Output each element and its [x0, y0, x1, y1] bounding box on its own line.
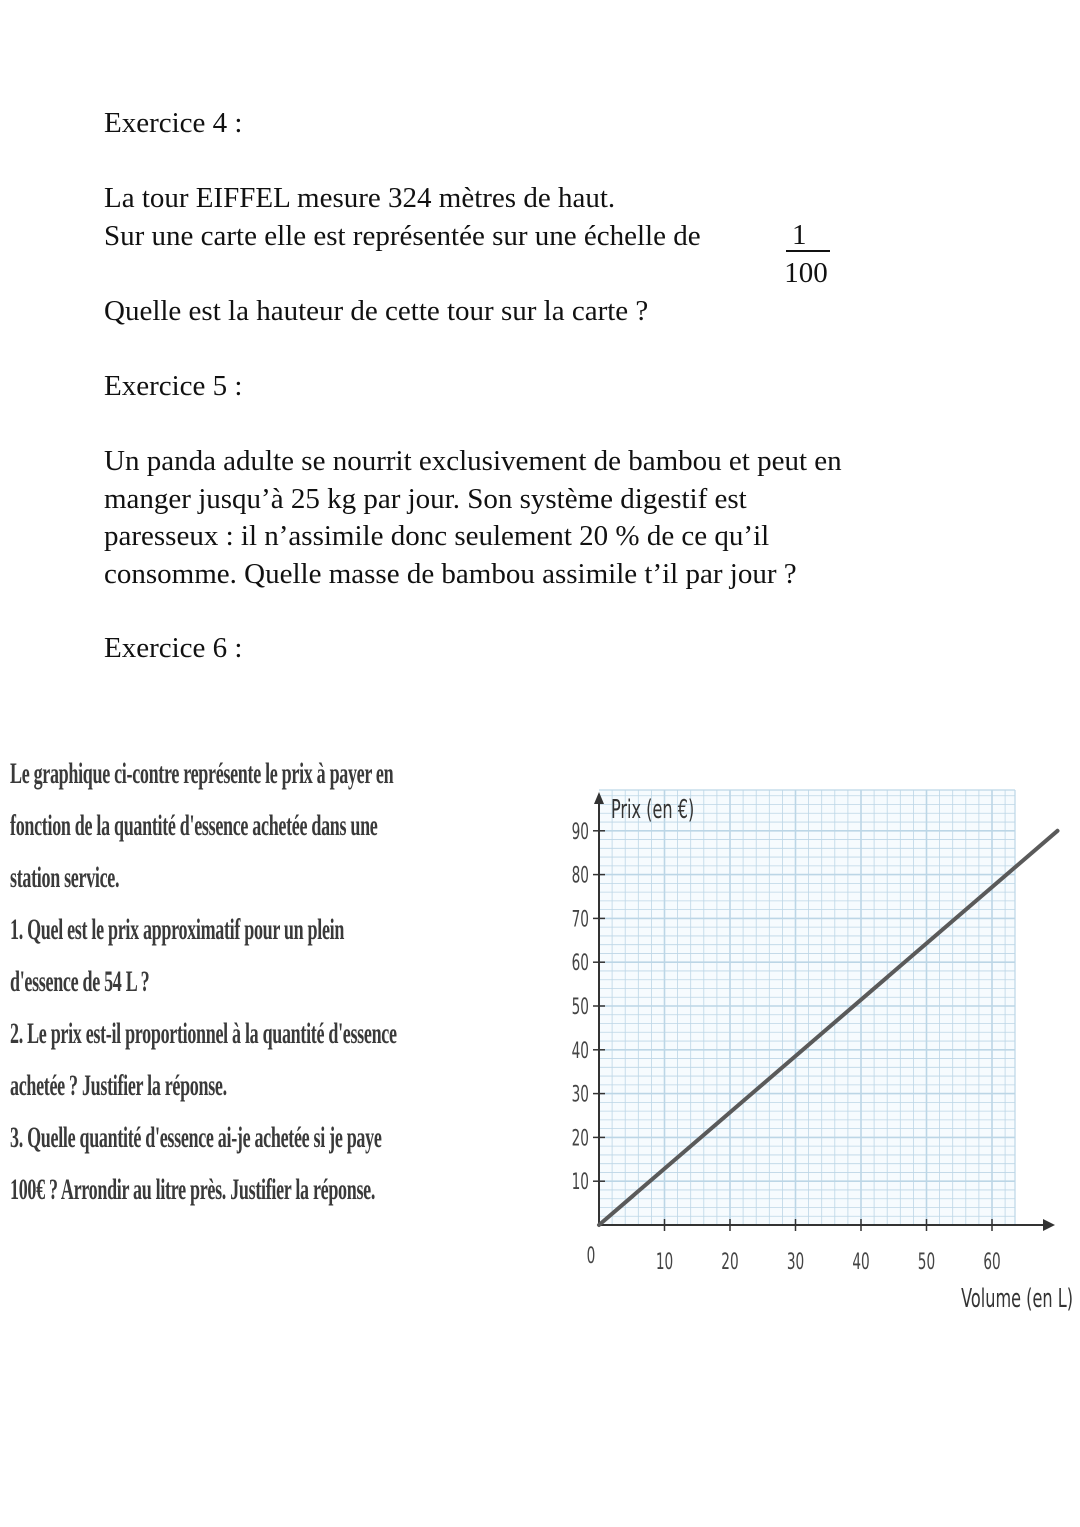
y-tick-label: 20	[571, 1126, 589, 1152]
y-tick-label: 10	[571, 1169, 589, 1196]
exercise-4-question: Quelle est la hauteur de cette tour sur la carte ?	[104, 295, 649, 327]
exercise-4-line-2: Sur une carte elle est représentée sur une échelle de	[104, 220, 701, 252]
exercise-5-line-2: manger jusqu’à 25 kg par jour. Son système digestif est	[104, 483, 747, 515]
exercise-6-question-1b: d'essence de 54 L ?	[10, 965, 150, 998]
origin-label: 0	[586, 1243, 596, 1270]
x-tick-label: 60	[983, 1249, 1001, 1276]
exercise-4-title: Exercice 4 :	[104, 107, 243, 139]
y-tick-label: 70	[571, 907, 589, 933]
exercise-6-line-1: Le graphique ci-contre représente le prix à payer en	[10, 757, 394, 790]
x-axis-title: Volume (en L)	[961, 1284, 1073, 1315]
scale-denominator: 100	[784, 257, 828, 289]
x-tick-label: 40	[852, 1249, 870, 1276]
exercise-4-line-1: La tour EIFFEL mesure 324 mètres de haut.	[104, 182, 616, 214]
exercise-6-line-3: station service.	[10, 861, 120, 894]
exercise-5-line-3: paresseux : il n’assimile donc seulement 20 % de ce qu’il	[104, 520, 770, 552]
exercise-5-title: Exercice 5 :	[104, 370, 243, 402]
y-tick-label: 30	[571, 1082, 589, 1108]
exercise-6-question-3b: 100€ ? Arrondir au litre près. Justifier la réponse.	[10, 1173, 376, 1206]
exercise-6-title: Exercice 6 :	[104, 632, 243, 664]
x-tick-label: 50	[917, 1249, 936, 1276]
x-tick-label: 30	[786, 1249, 805, 1276]
exercise-5-line-1: Un panda adulte se nourrit exclusivement de bambou et peut en	[104, 445, 842, 477]
y-tick-label: 90	[571, 819, 589, 845]
exercise-5-line-4: consomme. Quelle masse de bambou assimile t’il par jour ?	[104, 558, 797, 590]
y-tick-label: 80	[571, 863, 589, 889]
y-tick-label: 40	[571, 1038, 589, 1064]
price-volume-chart	[555, 770, 1080, 1330]
exercise-6-question-2b: achetée ? Justifier la réponse.	[10, 1069, 227, 1102]
exercise-6-line-2: fonction de la quantité d'essence achetée dans une	[10, 809, 378, 842]
y-tick-label: 60	[571, 950, 589, 977]
exercise-6-question-2a: 2. Le prix est-il proportionnel à la quantité d'essence	[10, 1017, 397, 1050]
x-tick-label: 20	[721, 1249, 739, 1276]
scale-numerator: 1	[786, 218, 830, 252]
exercise-6-question-3a: 3. Quelle quantité d'essence ai-je achetée si je paye	[10, 1121, 382, 1154]
y-tick-label: 50	[571, 994, 589, 1021]
x-tick-label: 10	[655, 1249, 674, 1276]
x-axis-arrow	[1043, 1219, 1055, 1231]
y-axis-title: Prix (en €)	[611, 795, 695, 826]
exercise-6-question-1a: 1. Quel est le prix approximatif pour un plein	[10, 913, 345, 946]
